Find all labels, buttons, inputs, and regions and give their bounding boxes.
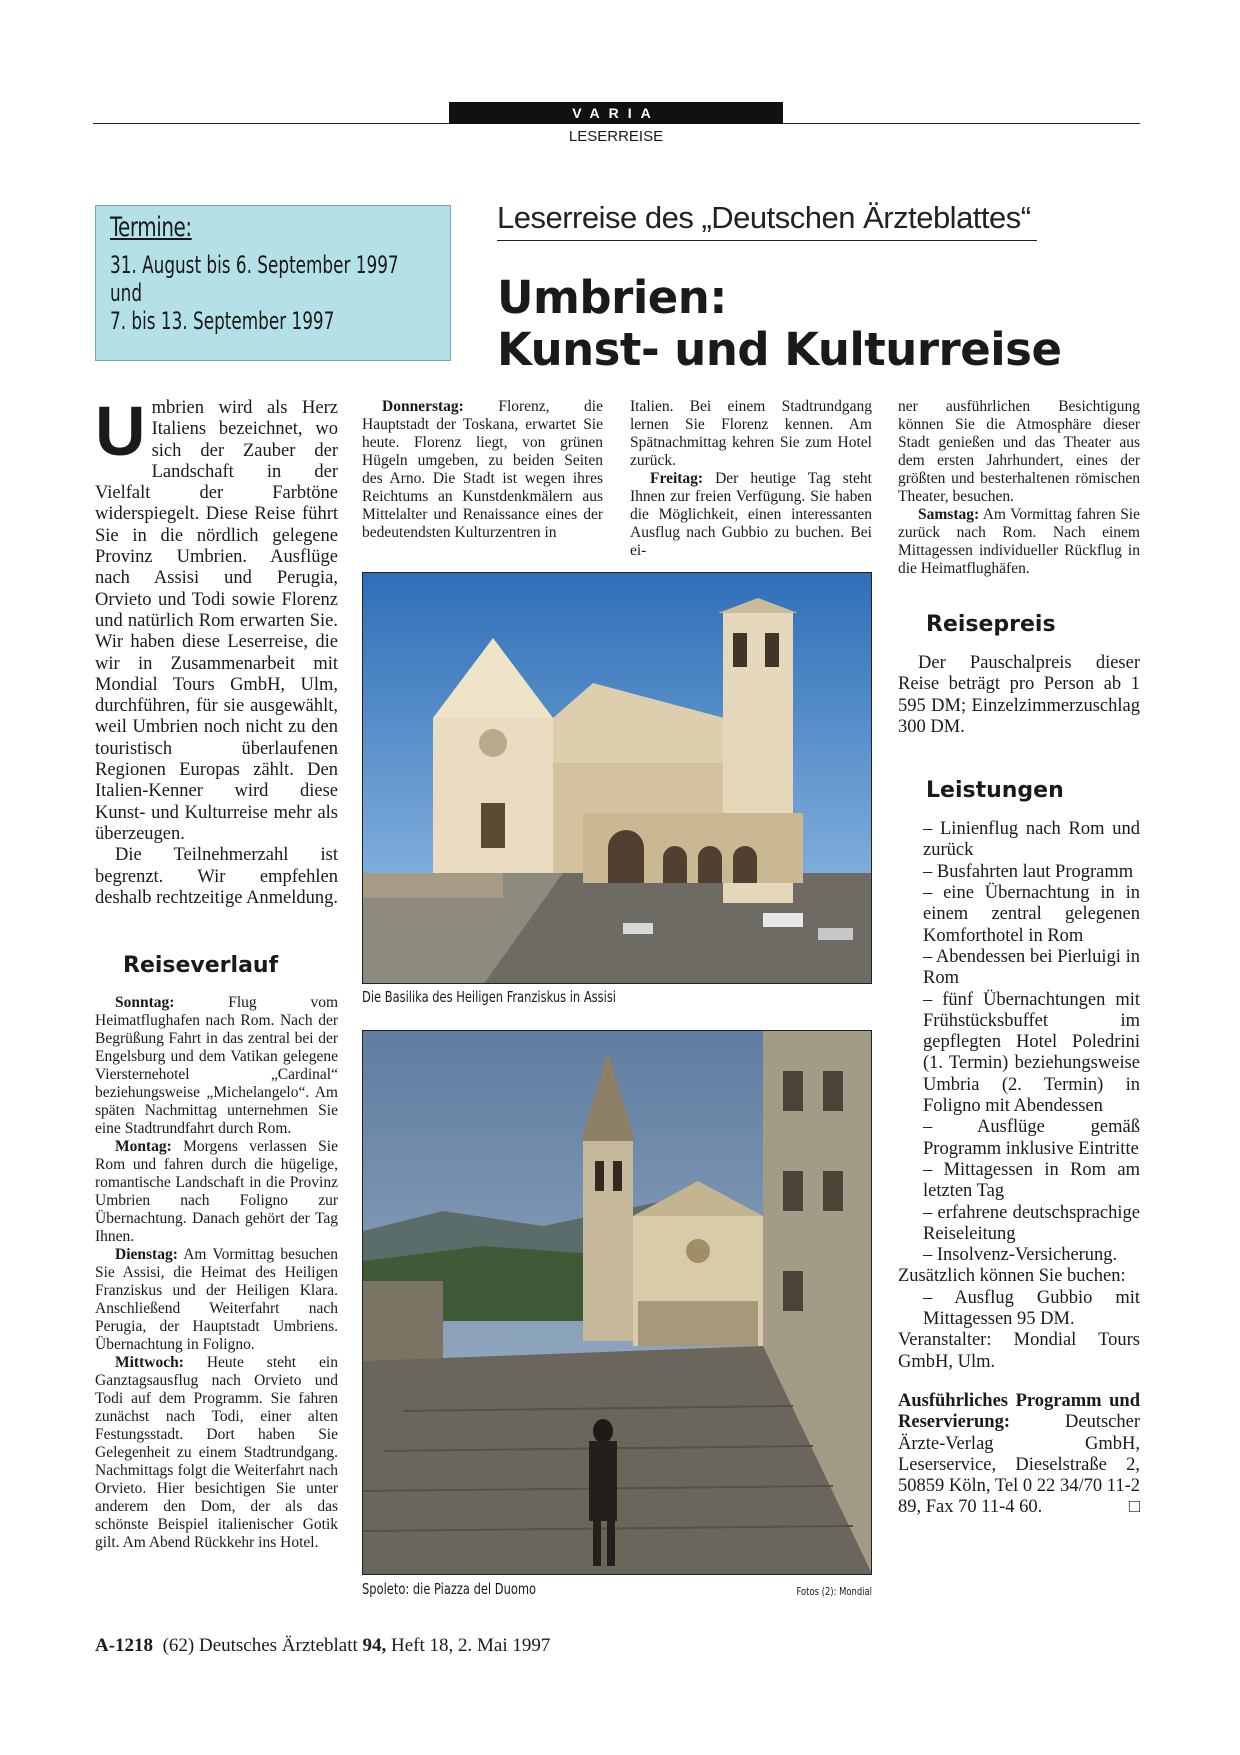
leistung-item: – eine Übernachtung in in einem zentral gelegenen Komforthotel in Rom <box>923 883 1140 946</box>
leistung-item: – Busfahrten laut Programm <box>923 861 1134 882</box>
veranstalter-text: Veranstalter: Mondial Tours GmbH, Ulm. <box>898 1330 1140 1372</box>
termine-und: und <box>110 279 143 307</box>
end-mark: □ <box>1128 1497 1140 1518</box>
journal-issue: Heft 18, 2. Mai 1997 <box>391 1635 551 1656</box>
leistung-item: – erfahrene deutschsprachige Reiseleitung <box>923 1202 1140 1244</box>
programm-body: Deutscher Ärzte-Verlag GmbH, Leserservice, Dieselstraße 2, 50859 Köln, Tel 0 22 34/70 11-2 89, Fax 70 11-4 60. <box>898 1412 1140 1518</box>
programm-label: Ausführliches Programm und Reservierung: <box>898 1390 1140 1433</box>
day-montag <box>95 1138 338 1246</box>
day-text: Am Vormittag fahren Sie zurück nach Rom. Nach einem Mittagessen individueller Rückflug in die Heimatflughäfen. <box>898 506 1140 577</box>
day-label: Mittwoch: <box>115 1354 184 1371</box>
day-label: Donnerstag: <box>382 398 464 415</box>
journal-name: (62) Deutsches Ärzteblatt <box>162 1635 358 1656</box>
photo-assisi-basilica <box>362 572 872 984</box>
day-label: Montag: <box>115 1138 172 1155</box>
leistung-item: – Ausflüge gemäß Programm inklusive Eintritte <box>923 1117 1140 1159</box>
caption-spoleto: Spoleto: die Piazza del Duomo <box>362 1580 537 1598</box>
subsection-label: LESERREISE <box>568 128 664 145</box>
termine-box <box>95 205 451 361</box>
leistung-item: – Abendessen bei Pierluigi in Rom <box>923 946 1140 989</box>
day-label: Sonntag: <box>115 994 175 1011</box>
intro-paragraph-1 <box>95 392 338 845</box>
column-4 <box>898 398 1140 1519</box>
day-freitag <box>630 470 872 560</box>
day-mittwoch <box>95 1354 338 1552</box>
reisepreis-heading: Reisepreis <box>926 612 1056 637</box>
day-label: Freitag: <box>650 470 704 487</box>
day-donnerstag <box>362 398 603 542</box>
column-2-text <box>362 398 603 542</box>
drop-cap: U <box>95 392 146 470</box>
day-sonntag <box>95 994 338 1138</box>
day-text: Heute steht ein Ganztagsausflug nach Orvieto und Todi auf dem Programm. Sie fahren zunächst nach Todi, einer alten Festungsstadt. Dort haben Sie Gelegenheit zu einem Stadtrundgang. Nachmittags folgt die Weiterfahrt nach Orvieto. Hier besichtigen Sie unter anderem den Dom, der als das schönste Beispiel italienischer Gotik gilt. Am Abend Rückkehr ins Hotel. <box>95 1354 338 1551</box>
termine-date-1: 31. August bis 6. September 1997 <box>110 251 399 279</box>
intro-text-1: mbrien wird als Herz Italiens bezeichnet, wo sich der Zauber der Landschaft in der Vielfalt der Farbtöne widerspiegelt. Diese Reise führt Sie in die nördlich gelegene Provinz Umbrien. Ausflüge nach Assisi und Perugia, Orvieto und Todi sowie Florenz und natürlich Rom erwarten Sie. Wir haben diese Leserreise, die wir in Zusammenarbeit mit Mondial Tours GmbH, Ulm, durchführen, für sie ausgewählt, weil Umbrien noch nicht zu den touristisch überlaufenen Regionen Europas zählt. Den Italien-Kenner wird diese Kunst- und Kulturreise mehr als überzeugen. <box>95 398 338 844</box>
reiseverlauf-section <box>95 953 338 1552</box>
col4-text: ner ausführlichen Besichtigung können Sie die Atmosphäre dieser Stadt genießen und das Theater aus dem ersten Jahrhundert, eines der größten und besterhaltenen römischen Theater, besuchen. <box>898 398 1140 505</box>
headline-line-2: Kunst- und Kulturreise <box>497 323 1062 376</box>
page-footer <box>95 1635 550 1657</box>
assisi-illustration <box>363 573 872 984</box>
spoleto-illustration <box>363 1031 872 1575</box>
day-label: Samstag: <box>918 506 980 523</box>
leistung-item: – Linienflug nach Rom und zurück <box>923 819 1140 861</box>
day-text: Flug vom Heimatflughafen nach Rom. Nach der Begrüßung Fahrt in das zentral bei der Engelsburg und dem Vatikan gelegene Viersternehotel „Cardinal“ beziehungsweise „Michelangelo“. Am späten Nachmittag unternehmen Sie eine Stadtrundfahrt durch Rom. <box>95 994 338 1137</box>
photo-spoleto-piazza <box>362 1030 872 1575</box>
headline <box>497 272 1097 376</box>
zusatz-text: Zusätzlich können Sie buchen: <box>898 1266 1126 1287</box>
programm-text <box>898 1391 1140 1519</box>
column-3-text <box>630 398 872 560</box>
leistung-item: – Insolvenz-Versicherung. <box>923 1245 1118 1266</box>
leistungen-heading: Leistungen <box>926 778 1064 804</box>
reisepreis-text: Der Pauschalpreis dieser Reise beträgt pro Person ab 1 595 DM; Einzelzimmerzuschlag 300 DM. <box>898 653 1140 737</box>
section-label: VARIA <box>449 102 783 124</box>
intro-column <box>95 392 338 909</box>
day-text: Der heutige Tag steht Ihnen zur freien Verfügung. Sie haben die Möglichkeit, einen interessanten Ausflug nach Gubbio zu buchen. Bei ei- <box>630 470 872 559</box>
page-number: A-1218 <box>95 1635 154 1656</box>
kicker: Leserreise des „Deutschen Ärzteblattes“ <box>497 200 1037 241</box>
col3-text: Italien. Bei einem Stadtrundgang lernen Sie Florenz kennen. Am Spätnachmittag kehren Sie zum Hotel zurück. <box>630 398 872 469</box>
journal-volume: 94, <box>362 1635 387 1656</box>
photo-credit: Fotos (2): Mondial <box>796 1585 872 1598</box>
day-dienstag <box>95 1246 338 1354</box>
leistung-item: – fünf Übernachtungen mit Frühstücksbuffet im gepflegten Hotel Poledrini (1. Termin) beziehungsweise Umbria (2. Termin) in Foligno mit Abendessen <box>923 989 1140 1117</box>
day-text: Am Vormittag besuchen Sie Assisi, die Heimat des Heiligen Franziskus und der Heiligen Klara. Anschließend Weiterfahrt nach Perugia, der Hauptstadt Umbriens. Übernachtung in Foligno. <box>95 1246 338 1353</box>
intro-paragraph-2: Die Teilnehmerzahl ist begrenzt. Wir empfehlen deshalb rechtzeitige Anmeldung. <box>95 845 338 908</box>
day-label: Dienstag: <box>115 1246 178 1263</box>
day-text: Florenz, die Hauptstadt der Toskana, erwartet Sie heute. Florenz liegt, von grünen Hügeln umgeben, zu beiden Seiten des Arno. Die Stadt ist wegen ihres Reichtums an Kunstdenkmälern aus Mittelalter und Renaissance eines der bedeutendsten Kulturzentren in <box>362 398 603 541</box>
day-samstag <box>898 506 1140 578</box>
reiseverlauf-heading: Reiseverlauf <box>123 953 279 978</box>
termine-date-2: 7. bis 13. September 1997 <box>110 307 335 335</box>
day-text: Morgens verlassen Sie Rom und fahren durch die hügelige, romantische Landschaft in die Provinz Umbrien nach Foligno zur Übernachtung. Danach gehört der Tag Ihnen. <box>95 1138 338 1245</box>
leistung-item: – Mittagessen in Rom am letzten Tag <box>923 1159 1140 1202</box>
leistungen-list <box>898 819 1140 1519</box>
caption-assisi: Die Basilika des Heiligen Franziskus in Assisi <box>362 988 616 1006</box>
headline-line-1: Umbrien: <box>497 271 727 324</box>
termine-title: Termine: <box>110 212 192 243</box>
gubbio-item: – Ausflug Gubbio mit Mittagessen 95 DM. <box>923 1287 1140 1330</box>
